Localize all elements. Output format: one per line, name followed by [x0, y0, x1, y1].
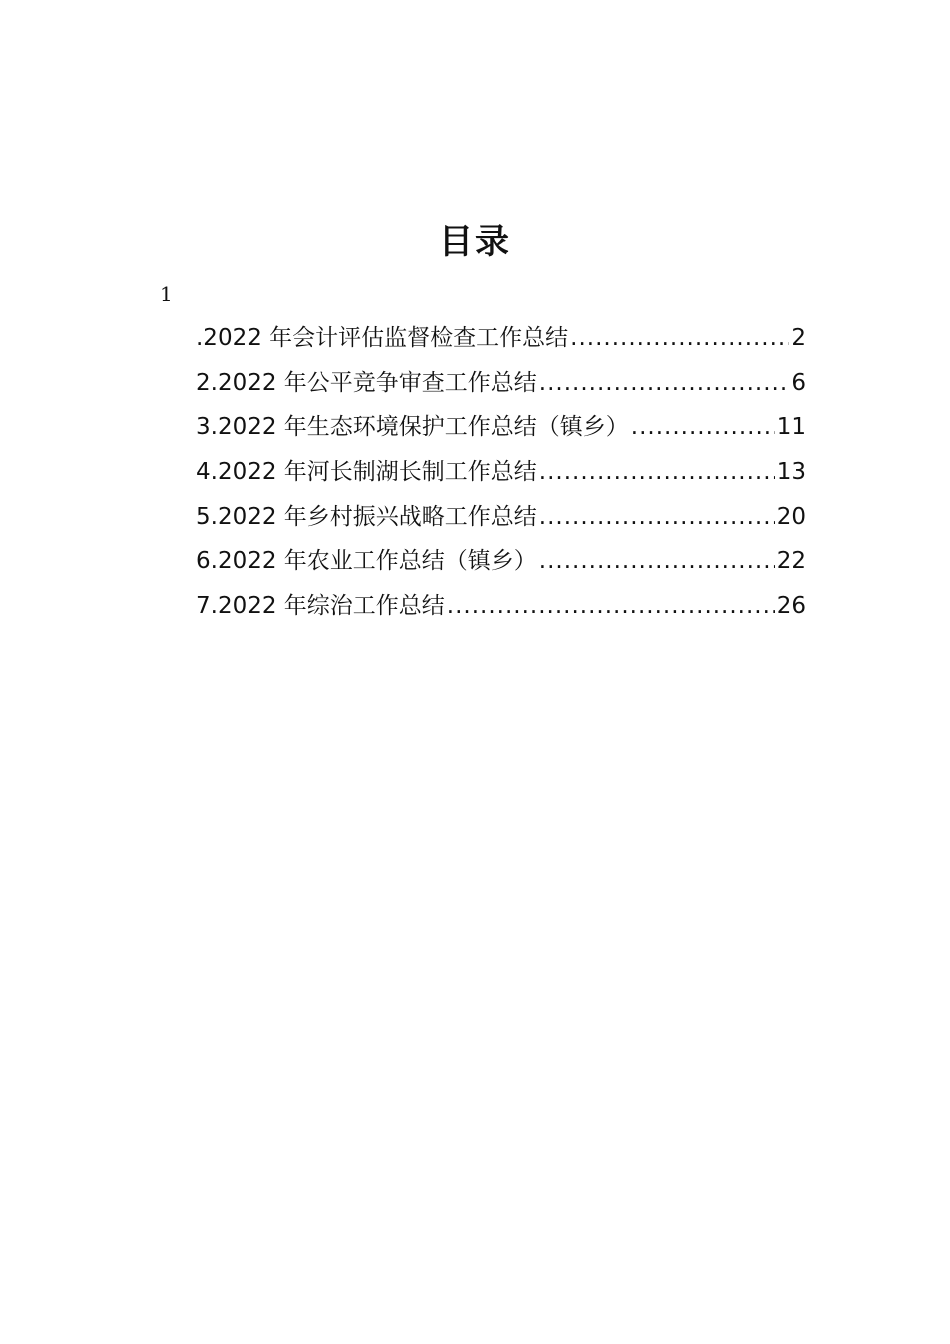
toc-entry-page: 2	[791, 325, 806, 351]
toc-entry-1[interactable]	[196, 316, 806, 361]
page-title: 目录	[439, 222, 511, 262]
toc-entry-title: 7.2022 年综治工作总结	[196, 593, 445, 620]
toc-entry-title: 3.2022 年生态环境保护工作总结（镇乡）	[196, 414, 629, 441]
toc-entry-4[interactable]	[196, 450, 806, 495]
toc-leader-dots	[447, 584, 775, 629]
toc-entry-2[interactable]	[196, 361, 806, 406]
toc-leader-dots	[539, 495, 775, 540]
toc-entry-3[interactable]	[196, 405, 806, 450]
toc-entry-page: 13	[776, 459, 806, 486]
table-of-contents	[196, 316, 806, 629]
toc-entry-title: 6.2022 年农业工作总结（镇乡）	[196, 548, 537, 575]
toc-entry-5[interactable]	[196, 495, 806, 540]
toc-entry-title: 4.2022 年河长制湖长制工作总结	[196, 459, 537, 486]
toc-entry-title: .2022 年会计评估监督检查工作总结	[196, 325, 569, 351]
stray-number: 1	[160, 282, 173, 306]
toc-leader-dots	[539, 361, 790, 406]
toc-entry-page: 26	[776, 593, 806, 620]
toc-entry-7[interactable]	[196, 584, 806, 629]
toc-leader-dots	[539, 539, 775, 584]
toc-entry-page: 11	[776, 414, 806, 441]
toc-entry-6[interactable]	[196, 539, 806, 584]
toc-entry-title: 5.2022 年乡村振兴战略工作总结	[196, 503, 537, 530]
toc-leader-dots	[570, 316, 789, 361]
toc-entry-page: 22	[776, 548, 806, 575]
toc-leader-dots	[539, 450, 775, 495]
toc-entry-title: 2.2022 年公平竞争审查工作总结	[196, 369, 537, 396]
toc-entry-page: 20	[776, 503, 806, 530]
toc-entry-page: 6	[791, 369, 806, 396]
toc-leader-dots	[631, 405, 775, 450]
